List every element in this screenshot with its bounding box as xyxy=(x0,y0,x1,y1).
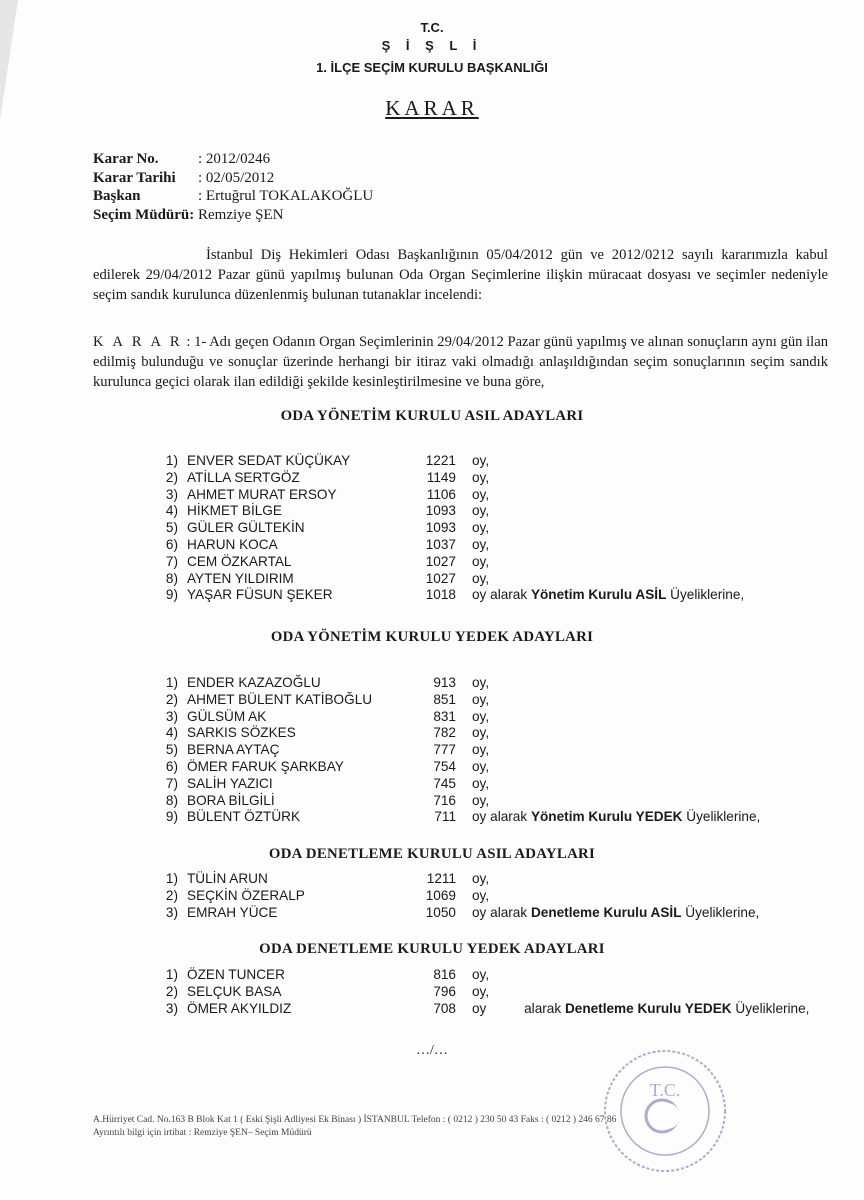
vote-suffix-text: oy, xyxy=(472,887,490,903)
header-office: 1. İLÇE SEÇİM KURULU BAŞKANLIĞI xyxy=(316,60,548,75)
vote-suffix-text: oy, xyxy=(472,520,490,536)
candidate-number: 1) xyxy=(165,967,178,982)
vote-suffix-text: oy, xyxy=(472,536,490,552)
vote-suffix-text: oy, xyxy=(472,691,490,707)
vote-suffix-text: oy alarak xyxy=(472,1000,565,1016)
membership-tail: Üyeliklerine, xyxy=(666,587,745,603)
candidate-votes: 1211 xyxy=(426,871,456,886)
candidate-name: BERNA AYTAÇ xyxy=(187,742,280,758)
candidate-vote-suffix xyxy=(472,470,489,485)
candidate-name: BÜLENT ÖZTÜRK xyxy=(187,809,301,825)
candidate-votes: 913 xyxy=(433,675,456,690)
candidate-votes: 796 xyxy=(433,983,456,999)
candidate-number: 6) xyxy=(165,536,178,552)
footer-contact: Ayrıntılı bilgi için irtibat : Remziye ŞEN– Seçim Müdürü xyxy=(93,1128,312,1138)
candidate-number: 3) xyxy=(165,904,178,920)
vote-suffix-text: oy, xyxy=(472,453,490,468)
candidate-number: 4) xyxy=(165,725,178,741)
meta-label: Başkan xyxy=(93,188,141,204)
membership-type: Yönetim Kurulu YEDEK xyxy=(530,809,683,825)
membership-type: Denetleme Kurulu YEDEK xyxy=(564,1000,732,1016)
candidate-votes: 1050 xyxy=(425,904,456,920)
header-tc: T.C. xyxy=(420,20,444,35)
candidate-name: YAŞAR FÜSUN ŞEKER xyxy=(187,587,333,603)
candidate-number: 9) xyxy=(165,809,178,825)
vote-suffix-text: oy alarak xyxy=(472,809,531,825)
candidate-number: 1) xyxy=(165,453,178,468)
candidate-number: 7) xyxy=(165,775,178,791)
vote-suffix-text: oy, xyxy=(472,742,490,758)
decision-keyword: K A R A R xyxy=(93,334,183,350)
candidate-votes: 1027 xyxy=(425,553,456,569)
candidate-name: HİKMET BİLGE xyxy=(187,503,282,519)
candidate-votes: 1093 xyxy=(425,520,456,536)
candidate-name: TÜLİN ARUN xyxy=(187,871,268,886)
vote-suffix-text: oy, xyxy=(472,983,490,999)
decision-text: : 1- Adı geçen Odanın Organ Seçimlerinin 29/04/2012 Pazar günü yapılmış ve alınan sonuçların aynı gün ilan edilmiş bulunduğu ve sonuçlar üzerinde herhangi bir itiraz vaki olmadığı anlaşıldığından seçim sonuçlarının seçim sandık kurulunca geçici olarak ilan edildiği şekilde kesinleştirilmesine ve buna göre, xyxy=(93,334,828,390)
candidate-votes: 777 xyxy=(433,742,456,758)
candidate-vote-suffix xyxy=(472,742,489,757)
candidate-vote-suffix xyxy=(472,709,489,724)
candidate-number: 3) xyxy=(165,486,178,502)
candidate-number: 3) xyxy=(165,708,178,724)
candidate-name: SEÇKİN ÖZERALP xyxy=(187,887,305,903)
candidate-number: 3) xyxy=(165,1000,178,1016)
meta-value: : Ertuğrul TOKALAKOĞLU xyxy=(198,188,374,204)
candidate-votes: 1221 xyxy=(425,453,456,468)
meta-label: Karar No. xyxy=(93,151,159,167)
candidate-number: 9) xyxy=(165,587,178,603)
candidate-vote-suffix xyxy=(472,725,489,740)
meta-value: Remziye ŞEN xyxy=(198,206,284,223)
candidate-name: HARUN KOCA xyxy=(187,536,278,552)
candidate-vote-suffix xyxy=(472,587,744,602)
candidate-vote-suffix xyxy=(472,759,489,774)
candidate-name: ENVER SEDAT KÜÇÜKAY xyxy=(187,453,351,468)
membership-tail: Üyeliklerine, xyxy=(731,1000,810,1016)
vote-suffix-text: oy, xyxy=(472,708,490,724)
candidate-name: EMRAH YÜCE xyxy=(187,904,278,920)
meta-label: Seçim Müdürü: xyxy=(93,206,195,223)
vote-suffix-text: oy, xyxy=(472,775,490,791)
candidate-number: 4) xyxy=(165,503,178,519)
section-heading: ODA DENETLEME KURULU YEDEK ADAYLARI xyxy=(259,941,605,957)
candidate-vote-suffix xyxy=(472,487,489,502)
candidate-votes: 708 xyxy=(433,1000,456,1016)
candidate-votes: 1093 xyxy=(425,503,456,519)
candidate-name: SALİH YAZICI xyxy=(187,775,273,791)
meta-row xyxy=(93,187,373,206)
candidate-number: 2) xyxy=(165,469,178,485)
candidate-vote-suffix xyxy=(472,967,489,982)
candidate-number: 6) xyxy=(165,758,178,774)
candidate-name: GÜLER GÜLTEKİN xyxy=(187,520,305,536)
candidate-vote-suffix xyxy=(472,554,489,569)
candidate-number: 1) xyxy=(165,871,178,886)
candidate-votes: 1027 xyxy=(425,570,456,586)
candidate-name: CEM ÖZKARTAL xyxy=(187,553,292,569)
vote-suffix-text: oy, xyxy=(472,725,490,741)
vote-suffix-text: oy alarak xyxy=(472,587,531,603)
intro-paragraph: İstanbul Diş Hekimleri Odası Başkanlığının 05/04/2012 gün ve 2012/0212 sayılı kararımızla kabul edilerek 29/04/2012 Pazar günü yapılmış bulunan Oda Organ Seçimlerine ilişkin müracaat dosyası ve seçimler nedeniyle seçim sandık kurulunca düzenlenmiş bulunan tutanaklar incelendi: xyxy=(93,247,828,303)
meta-value: : 2012/0246 xyxy=(198,151,271,167)
candidate-votes: 816 xyxy=(433,967,456,982)
candidate-number: 8) xyxy=(165,570,178,586)
stamp-text: T.C. xyxy=(649,1080,681,1100)
candidate-name: ÖZEN TUNCER xyxy=(187,967,285,982)
candidate-votes: 1149 xyxy=(426,469,456,485)
meta-row xyxy=(93,150,373,169)
candidate-votes: 1037 xyxy=(425,536,456,552)
vote-suffix-text: oy, xyxy=(472,792,490,808)
candidate-number: 8) xyxy=(165,792,178,808)
candidate-vote-suffix xyxy=(472,675,489,690)
decision-paragraph xyxy=(93,332,828,392)
candidate-number: 7) xyxy=(165,553,178,569)
candidate-number: 2) xyxy=(165,691,178,707)
candidate-votes: 754 xyxy=(433,758,456,774)
candidate-vote-suffix xyxy=(472,503,489,518)
candidate-vote-suffix xyxy=(472,520,489,535)
candidate-votes: 716 xyxy=(433,792,456,808)
membership-type: Denetleme Kurulu ASİL xyxy=(530,904,682,920)
candidate-votes: 782 xyxy=(433,725,456,741)
vote-suffix-text: oy, xyxy=(472,758,490,774)
candidate-name: SARKIS SÖZKES xyxy=(187,725,296,741)
candidate-votes: 851 xyxy=(433,691,456,707)
candidate-name: SELÇUK BASA xyxy=(187,983,282,999)
vote-suffix-text: oy, xyxy=(472,871,490,886)
section-heading: ODA DENETLEME KURULU ASIL ADAYLARI xyxy=(268,846,596,862)
candidate-number: 5) xyxy=(165,742,178,758)
candidate-votes: 831 xyxy=(433,708,456,724)
candidate-number: 5) xyxy=(165,520,178,536)
candidate-vote-suffix xyxy=(472,793,489,808)
candidate-number: 2) xyxy=(165,887,178,903)
candidate-name: AHMET BÜLENT KATİBOĞLU xyxy=(187,691,373,707)
vote-suffix-text: oy, xyxy=(472,675,490,690)
candidate-name: ÖMER AKYILDIZ xyxy=(187,1000,292,1016)
meta-row xyxy=(93,206,373,225)
candidate-votes: 1106 xyxy=(426,486,456,502)
vote-suffix-text: oy, xyxy=(472,570,490,586)
official-seal-stamp xyxy=(600,1046,730,1176)
candidate-number: 1) xyxy=(165,675,178,690)
vote-suffix-text: oy, xyxy=(472,486,490,502)
meta-label: Karar Tarihi xyxy=(93,169,176,186)
vote-suffix-text: oy, xyxy=(472,553,490,569)
candidate-vote-suffix xyxy=(472,537,489,552)
vote-suffix-text: oy alarak xyxy=(472,904,531,920)
candidate-name: AHMET MURAT ERSOY xyxy=(187,486,337,502)
candidate-name: ÖMER FARUK ŞARKBAY xyxy=(187,758,344,774)
vote-suffix-text: oy, xyxy=(472,469,490,485)
candidate-number: 2) xyxy=(165,983,178,999)
candidate-vote-suffix xyxy=(472,571,489,586)
candidate-vote-suffix xyxy=(472,1001,809,1016)
candidate-vote-suffix xyxy=(472,809,760,824)
meta-value: : 02/05/2012 xyxy=(198,169,275,186)
section-heading: ODA YÖNETİM KURULU YEDEK ADAYLARI xyxy=(270,629,594,645)
candidate-vote-suffix xyxy=(472,905,759,920)
membership-type: Yönetim Kurulu ASİL xyxy=(530,587,667,603)
candidate-vote-suffix xyxy=(472,871,489,886)
candidate-vote-suffix xyxy=(472,453,489,468)
candidate-vote-suffix xyxy=(472,776,489,791)
candidate-votes: 1069 xyxy=(425,887,456,903)
candidate-vote-suffix xyxy=(472,888,489,903)
footer-address: A.Hürriyet Cad. No.163 B Blok Kat 1 ( Eski Şişli Adliyesi Ek Binası ) İSTANBUL Telefon : ( 0212 ) 230 50 43 Faks : ( 0212 ) 246 67 86 xyxy=(93,1115,617,1125)
footer xyxy=(93,1114,616,1140)
header-district: Ş İ Ş L İ xyxy=(381,38,483,53)
candidate-votes: 1018 xyxy=(425,587,456,603)
membership-tail: Üyeliklerine, xyxy=(682,809,761,825)
section-heading: ODA YÖNETİM KURULU ASIL ADAYLARI xyxy=(280,408,584,424)
document-title: KARAR xyxy=(385,96,479,120)
vote-suffix-text: oy, xyxy=(472,503,490,519)
candidate-name: GÜLSÜM AK xyxy=(187,708,267,724)
candidate-vote-suffix xyxy=(472,692,489,707)
meta-row xyxy=(93,169,373,188)
membership-tail: Üyeliklerine, xyxy=(681,904,760,920)
candidate-vote-suffix xyxy=(472,984,489,999)
vote-suffix-text: oy, xyxy=(472,967,490,982)
decision-meta xyxy=(93,150,373,224)
candidate-name: ENDER KAZAZOĞLU xyxy=(187,675,321,690)
candidate-votes: 745 xyxy=(433,775,456,791)
continuation-mark: …/… xyxy=(416,1043,448,1058)
candidate-votes: 711 xyxy=(434,809,456,825)
candidate-name: ATİLLA SERTGÖZ xyxy=(187,469,300,485)
candidate-name: BORA BİLGİLİ xyxy=(187,792,275,808)
candidate-name: AYTEN YILDIRIM xyxy=(187,570,294,586)
